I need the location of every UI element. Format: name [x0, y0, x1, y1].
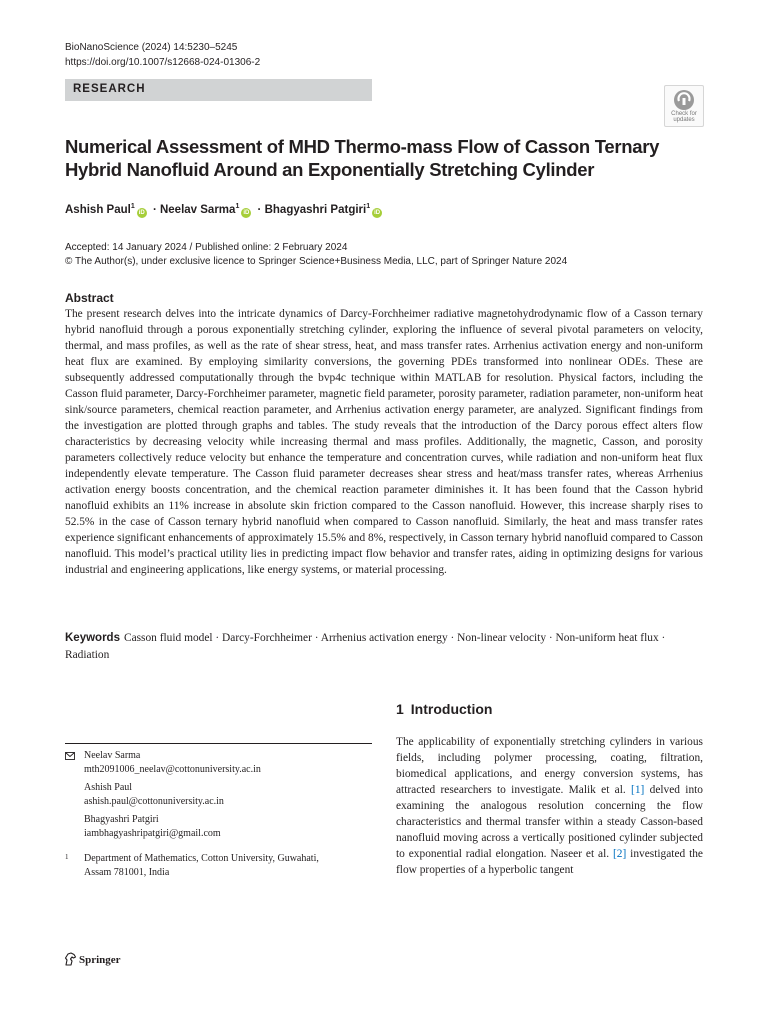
abstract-text: The present research delves into the intricate dynamics of Darcy-Forchheimer radiative magnetohydrodynamic flow of a Casson ternary hybrid nanofluid through a porous exponentially stretching cylinder, exploring the influence of several pivotal parameters on velocity, thermal, and mass profiles, as well as the rate of shear stress, heat, and mass transfer rates. Arrhenius activation energy and non-uniform heat flux are examined. By employing similarity conversions, the governing PDEs transformed into nonlinear ODEs. These are subsequently addressed computationally through the bvp4c technique within MATLAB for resolution. Physical factors, including the Casson fluid parameter, Darcy-Forchheimer parameter, magnetic field parameter, porosity parameter, radiation parameter, non-uniform heat sink/source parameters, chemical reaction parameter, and Arrhenius activation energy parameter, are analyzed. Significant findings from the investigation are plotted through graphs and tables. The study reveals that the introduction of the Darcy porous effect alters flow characteristics by decreasing velocity while increasing thermal and mass profiles. Additionally, the magnetic, Casson, and porosity parameters collectively reduce velocity but enhance the temperature and concentration curves, while radiation and non-uniform heat flux independently elevate temperature. The Casson fluid parameter decreases shear stress and heat/mass transfer rates, whereas Arrhenius activation energy boosts concentration, and the chemical reaction parameter diminishes it. It has been found that the Casson hybrid nanofluid exhibits an 11% increase in absolute skin friction compared to the Casson nanofluid. However, this increase sharply rises to 52.5% in the case of Casson ternary hybrid nanofluid when compared to Casson nanofluid. Similarly, the heat and mass transfer rates experience significant enhancements of approximately 15.5% and 8%, respectively, in Casson ternary hybrid nanofluid compared to Casson nanofluid. This model’s practical utility lies in predicting impact flow behavior and transfer rates, aiding in optimizing designs for various industrial and engineering applications, like energy systems, or material processing.	[65, 308, 703, 576]
author-name[interactable]: Neelav Sarma	[159, 203, 236, 216]
footnote-divider	[65, 743, 372, 744]
journal-citation: BioNanoScience (2024) 14:5230–5245	[65, 42, 238, 53]
envelope-icon	[65, 752, 75, 760]
author-separator: ·	[257, 203, 262, 216]
keywords	[65, 630, 703, 664]
author-list	[65, 203, 385, 218]
author-affil-marker: 1	[235, 203, 240, 210]
journal-header	[65, 40, 260, 70]
contact-email[interactable]: ashish.paul@cottonuniversity.ac.in	[84, 796, 224, 807]
orcid-icon[interactable]: iD	[138, 209, 145, 216]
section-label-bar	[65, 79, 372, 101]
article-title	[65, 135, 665, 181]
springer-horse-icon	[64, 952, 77, 966]
copyright-line: © The Author(s), under exclusive licence to Springer Science+Business Media, LLC, part of Springer Nature 2024	[65, 256, 568, 267]
check-for-updates-icon	[673, 89, 695, 111]
author-affil-marker: 1	[130, 203, 135, 210]
author-affil-marker: 1	[366, 203, 371, 210]
publisher-name: Springer	[79, 954, 121, 966]
badge-text-line1: Check for	[671, 111, 697, 117]
intro-text-part: investigated the flow properties of a hyperbolic tangent	[396, 848, 703, 876]
author-name[interactable]: Ashish Paul	[65, 203, 131, 216]
orcid-icon[interactable]: iD	[374, 209, 381, 216]
contact-name: Neelav Sarma	[84, 750, 141, 761]
dates-line: Accepted: 14 January 2024 / Published online: 2 February 2024	[65, 242, 348, 253]
section-title: Introduction	[410, 701, 493, 717]
badge-text-line2: updates	[673, 117, 695, 123]
citation-link[interactable]: [1]	[631, 784, 645, 796]
introduction-text	[396, 734, 703, 878]
author-name[interactable]: Bhagyashri Patgiri	[264, 203, 367, 216]
orcid-icon[interactable]: iD	[243, 209, 250, 216]
author-separator: ·	[152, 203, 157, 216]
affiliation	[65, 852, 372, 880]
publication-dates	[65, 241, 567, 269]
abstract-heading: Abstract	[65, 291, 114, 305]
contact-entry	[65, 813, 221, 841]
contact-name: Bhagyashri Patgiri	[84, 814, 159, 825]
doi-link[interactable]: https://doi.org/10.1007/s12668-024-01306-2	[65, 57, 261, 68]
citation-link[interactable]: [2]	[612, 848, 627, 860]
title-line-1: Numerical Assessment of MHD Thermo-mass Flow of Casson Ternary	[65, 136, 660, 157]
title-line-2: Hybrid Nanofluid Around an Exponentially Stretching Cylinder	[65, 159, 595, 180]
keywords-text: Casson fluid model · Darcy-Forchheimer · Arrhenius activation energy · Non-linear velocity · Non-uniform heat flux · Radiation	[65, 632, 666, 661]
check-for-updates-badge[interactable]	[664, 85, 704, 127]
contact-email[interactable]: mth2091006_neelav@cottonuniversity.ac.in	[84, 764, 261, 775]
corresponding-author	[65, 749, 261, 777]
contact-name: Ashish Paul	[84, 782, 133, 793]
intro-text-part: delved into examining the analogous resolution concerning the flow characteristics and thermal transfer within a steady Casson-based nanofluid moving across a vertically positioned cylinder subjected to exponential radial elongation. Naseer et al.	[396, 784, 703, 860]
keywords-label: Keywords	[65, 632, 120, 644]
affil-number: 1	[65, 853, 69, 861]
contact-entry	[65, 781, 224, 809]
section-label: RESEARCH	[73, 83, 146, 95]
publisher-logo	[64, 952, 121, 966]
section-number: 1	[396, 701, 404, 717]
contact-email[interactable]: iambhagyashripatgiri@gmail.com	[84, 828, 221, 839]
intro-text-part: The applicability of exponentially stretching cylinders in various fields, including polymer processing, coating, filtration, biomedical applications, and energy conversion systems, has attracted researchers to investigate. Malik et al.	[396, 736, 703, 796]
affil-line: Assam 781001, India	[84, 867, 170, 878]
affil-line: Department of Mathematics, Cotton University, Guwahati,	[84, 853, 319, 864]
introduction-heading	[396, 701, 492, 717]
